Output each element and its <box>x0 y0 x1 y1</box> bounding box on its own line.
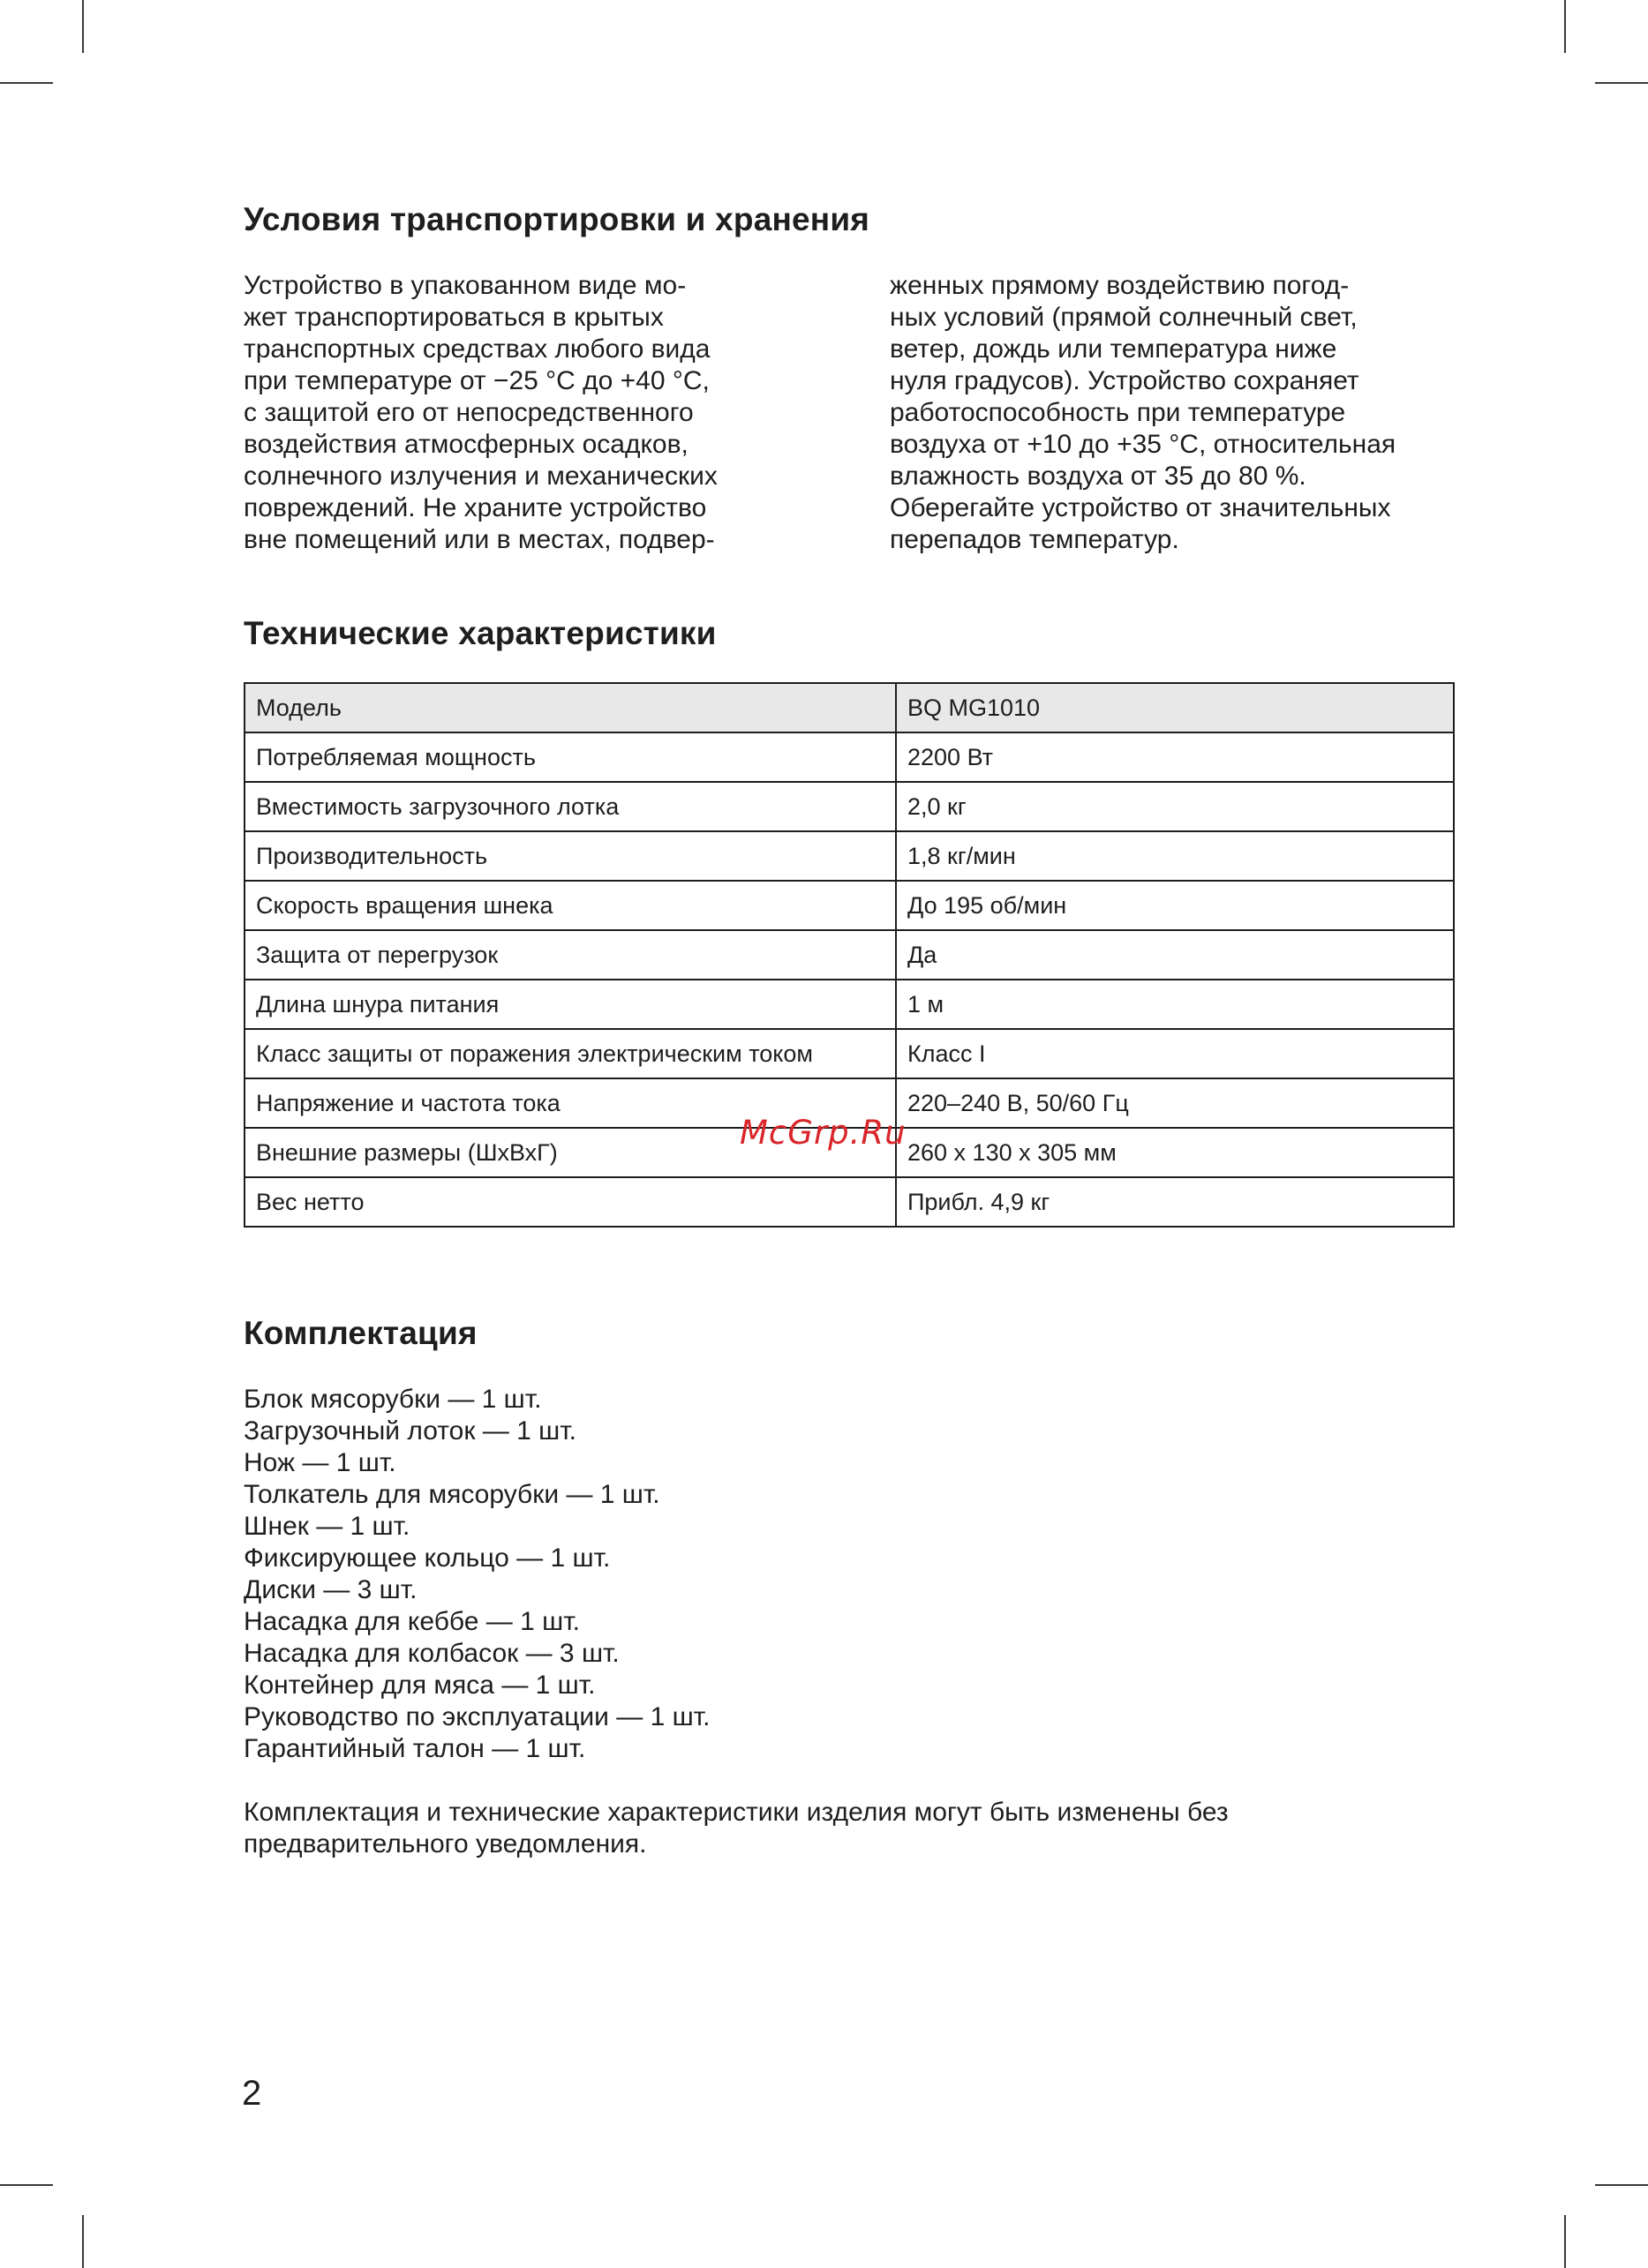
list-item: Насадка для кеббе — 1 шт. <box>244 1607 580 1636</box>
text-line: с защитой его от непосредственного <box>244 398 694 427</box>
text-line: влажность воздуха от 35 до 80 %. <box>890 462 1306 491</box>
text-line: вне помещений или в местах, подвер- <box>244 525 715 554</box>
table-cell-value: 1 м <box>896 980 1454 1029</box>
table-cell-label: Напряжение и частота тока <box>245 1078 896 1128</box>
crop-mark <box>0 2184 53 2186</box>
text-line: повреждений. Не храните устройство <box>244 493 707 522</box>
section-heading-kit: Комплектация <box>244 1315 478 1351</box>
text-line: транспортных средствах любого вида <box>244 334 711 364</box>
table-row <box>245 1029 1454 1078</box>
table-cell-label: Длина шнура питания <box>245 980 896 1029</box>
text-line: Оберегайте устройство от значительных <box>890 493 1391 522</box>
list-item: Фиксирующее кольцо — 1 шт. <box>244 1543 611 1573</box>
table-cell-label: Потребляемая мощность <box>245 732 896 782</box>
table-row <box>245 980 1454 1029</box>
text-line: при температуре от −25 °C до +40 °C, <box>244 366 710 395</box>
transport-text-col-2 <box>890 270 1455 556</box>
table-cell-value: 1,8 кг/мин <box>896 831 1454 881</box>
list-item: Загрузочный лоток — 1 шт. <box>244 1416 576 1446</box>
crop-mark <box>82 0 84 53</box>
text-line: воздуха от +10 до +35 °C, относительная <box>890 430 1396 459</box>
table-cell-label: Защита от перегрузок <box>245 930 896 980</box>
crop-mark <box>82 2215 84 2268</box>
table-cell-label: Вес нетто <box>245 1177 896 1227</box>
page-number: 2 <box>242 2074 262 2113</box>
text-line: жет транспортироваться в крытых <box>244 303 664 332</box>
crop-mark <box>0 82 53 84</box>
table-row <box>245 782 1454 831</box>
crop-mark <box>1595 82 1648 84</box>
table-cell-value: Прибл. 4,9 кг <box>896 1177 1454 1227</box>
table-header-row <box>245 683 1454 732</box>
table-cell-label: Вместимость загрузочного лотка <box>245 782 896 831</box>
text-line: нуля градусов). Устройство сохраняет <box>890 366 1359 395</box>
table-cell-label: Производительность <box>245 831 896 881</box>
list-item: Блок мясорубки — 1 шт. <box>244 1385 542 1414</box>
table-row <box>245 831 1454 881</box>
table-cell-label: Внешние размеры (ШхВхГ) <box>245 1128 896 1177</box>
table-row <box>245 1177 1454 1227</box>
list-item: Шнек — 1 шт. <box>244 1512 410 1541</box>
list-item: Гарантийный талон — 1 шт. <box>244 1734 586 1763</box>
table-cell-value: BQ MG1010 <box>896 683 1454 732</box>
table-cell-label: Модель <box>245 683 896 732</box>
section-heading-transport: Условия транспортировки и хранения <box>244 201 870 237</box>
list-item: Нож — 1 шт. <box>244 1448 396 1477</box>
transport-text-col-1 <box>244 270 809 556</box>
text-line: Комплектация и технические характеристики изделия могут быть изменены без <box>244 1798 1229 1827</box>
text-line: перепадов температур. <box>890 525 1179 554</box>
text-line: Устройство в упакованном виде мо- <box>244 271 687 300</box>
table-cell-label: Класс защиты от поражения электрическим током <box>245 1029 896 1078</box>
table-row <box>245 881 1454 930</box>
table-cell-value: 260 x 130 x 305 мм <box>896 1128 1454 1177</box>
table-row <box>245 930 1454 980</box>
table-row <box>245 732 1454 782</box>
text-line: ветер, дождь или температура ниже <box>890 334 1337 364</box>
table-cell-value: 220–240 В, 50/60 Гц <box>896 1078 1454 1128</box>
text-line: ных условий (прямой солнечный свет, <box>890 303 1358 332</box>
list-item: Контейнер для мяса — 1 шт. <box>244 1671 596 1700</box>
kit-list <box>244 1384 710 1765</box>
table-cell-value: До 195 об/мин <box>896 881 1454 930</box>
section-heading-specs: Технические характеристики <box>244 615 717 651</box>
table-cell-value: 2200 Вт <box>896 732 1454 782</box>
crop-mark <box>1595 2184 1648 2186</box>
list-item: Диски — 3 шт. <box>244 1575 418 1604</box>
kit-note <box>244 1797 1455 1860</box>
crop-mark <box>1564 0 1566 53</box>
table-cell-label: Скорость вращения шнека <box>245 881 896 930</box>
text-line: работоспособность при температуре <box>890 398 1346 427</box>
text-line: воздействия атмосферных осадков, <box>244 430 689 459</box>
table-cell-value: Класс I <box>896 1029 1454 1078</box>
text-line: солнечного излучения и механических <box>244 462 718 491</box>
table-cell-value: 2,0 кг <box>896 782 1454 831</box>
watermark: McGrp.Ru <box>740 1114 907 1152</box>
transport-text-columns <box>244 270 1455 556</box>
text-line: предварительного уведомления. <box>244 1829 647 1859</box>
list-item: Насадка для колбасок — 3 шт. <box>244 1639 620 1668</box>
crop-mark <box>1564 2215 1566 2268</box>
list-item: Толкатель для мясорубки — 1 шт. <box>244 1480 660 1509</box>
list-item: Руководство по эксплуатации — 1 шт. <box>244 1702 711 1731</box>
text-line: женных прямому воздействию погод- <box>890 271 1350 300</box>
table-cell-value: Да <box>896 930 1454 980</box>
